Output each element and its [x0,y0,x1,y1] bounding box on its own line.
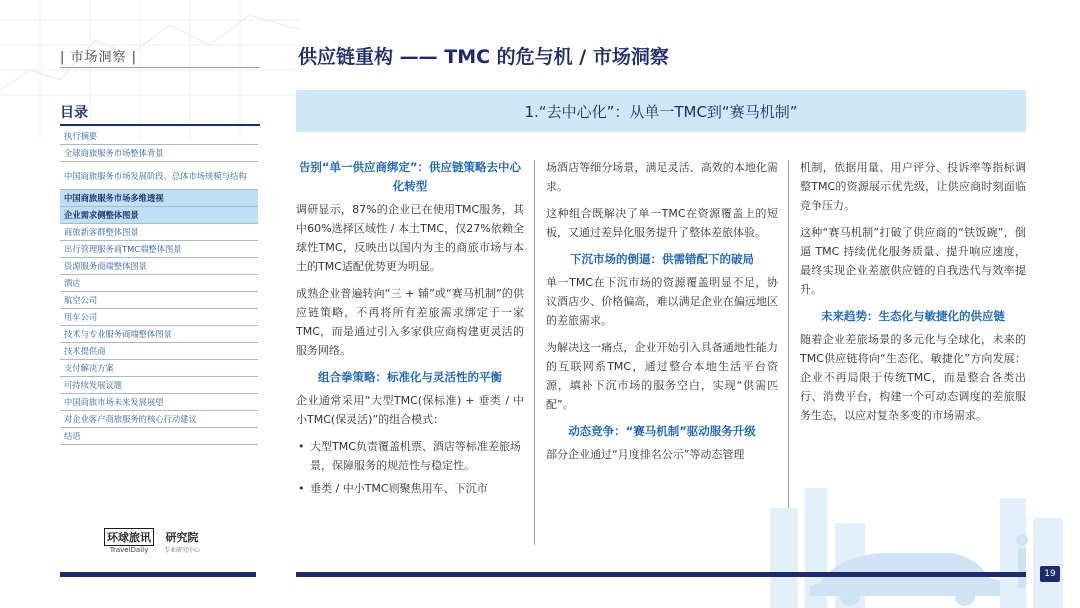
col1-paragraph-3: 企业通常采用“大型TMC(保标准) + 垂类 / 中小TMC(保灵活)”的组合模式： [296,394,524,426]
background-grid-decoration [0,0,300,140]
col1-paragraph-2: 成熟企业普遍转向“三 + 辅”或“赛马机制”的供应链策略，不再将所有差旅需求绑定于一家TMC，而是通过引入多家供应商构建更灵活的服务网络。 [296,287,524,357]
col1-heading-2: 组合拳策略：标准化与灵活性的平衡 [318,370,502,384]
toc-item[interactable]: 对企业客户商旅服务的核心行动建议 [60,411,258,428]
toc-item[interactable]: 资源服务商端整体图景 [60,258,258,275]
toc-item[interactable]: 中国商旅服务市场发展阶段、总体市场规模与结构 [60,162,258,190]
col1-heading-1: 告别“单一供应商绑定”：供应链策略去中心化转型 [298,160,522,193]
page-number: 19 [1040,566,1060,582]
col3-paragraph-2: 这种“赛马机制”打破了供应商的“铁饭碗”，倒逼 TMC 持续优化服务质量、提升响应速度，最终实现企业差旅供应链的自我迭代与效率提升。 [800,226,1026,296]
col2-paragraph-2: 这种组合既解决了单一TMC在资源覆盖上的短板，又通过差异化服务提升了整体差旅体验。 [546,207,778,239]
col2-heading-1: 下沉市场的倒逼：供需错配下的破局 [570,252,754,266]
col2-heading-2: 动态竞争：“赛马机制”驱动服务升级 [568,424,756,438]
toc-item[interactable]: 出行管理服务商TMC端整体图景 [60,241,258,258]
logo-main-text: 环球旅讯 [104,528,154,546]
toc-item-active[interactable]: 中国商旅服务市场多维透视 [60,190,258,207]
col3-paragraph-1: 机制，依据用量、用户评分、投诉率等指标调整TMC的资源展示优先级，让供应商时刻面临竞争压力。 [800,161,1026,212]
toc-title: 目录 [60,105,88,121]
toc-item[interactable]: 技术提供商 [60,343,258,360]
content-column-1 [296,158,524,502]
toc-item[interactable]: 可持续发展议题 [60,377,258,394]
institute-sub-text: 专业研究中心 [164,547,201,554]
col2-paragraph-1: 场酒店等细分场景，满足灵活、高效的本地化需求。 [546,161,778,193]
col2-paragraph-4: 为解决这一痛点，企业开始引入具备通地性能力的互联网系TMC，通过整合本地生活平台资源，填补下沉市场的服务空白，实现“供需匹配”。 [546,341,778,411]
toc-item[interactable]: 酒店 [60,275,258,292]
content-column-3 [800,158,1026,433]
column-divider [534,160,535,545]
section-tag-divider [60,67,260,68]
logo-sub-text: TravelDaily [109,546,149,554]
toc-item[interactable]: 支付解决方案 [60,360,258,377]
col3-paragraph-3: 随着企业差旅场景的多元化与全球化，未来的TMC供应链将向“生态化、敏捷化”方向发展：企业不再局限于传统TMC，而是整合各类出行、消费平台，构建一个可动态调度的差旅服务生态，以应对复杂多变的市场需求。 [800,333,1026,422]
institute-logo [164,529,200,554]
footer-bar-right [296,572,1026,577]
toc-item[interactable]: 商旅新客群整体图景 [60,224,258,241]
toc-item[interactable]: 结语 [60,428,258,445]
traveldaily-logo [104,528,154,554]
toc-item[interactable]: 全球商旅服务市场整体背景 [60,145,258,162]
col1-bullet-1: • 大型TMC负责覆盖机票、酒店等标准差旅场景，保障服务的规范性与稳定性。 [296,437,524,475]
section-tag: | 市场洞察 | [60,50,138,65]
footer-bar-left [60,572,256,577]
toc-item[interactable]: 用车公司 [60,309,258,326]
col1-bullet-2: • 垂类 / 中小TMC则聚焦用车、下沉市 [296,479,524,498]
toc-item[interactable]: 技术与专业服务商端整体图景 [60,326,258,343]
toc-item[interactable]: 航空公司 [60,292,258,309]
table-of-contents [60,128,258,445]
toc-divider [60,124,260,126]
logo-area [104,528,200,554]
institute-text: 研究院 [165,531,199,544]
page-title: 供应链重构 —— TMC 的危与机 / 市场洞察 [298,46,669,68]
banner-text: 1.“去中心化”：从单一TMC到“赛马机制” [524,102,798,121]
col1-paragraph-1: 调研显示，87%的企业已在使用TMC服务，其中60%选择区域性 / 本土TMC，仅27%依赖全球性TMC，反映出以国内为主的商旅市场与本土的TMC适配优势更为明显。 [296,203,524,273]
city-travel-illustration [750,468,1080,608]
toc-item[interactable]: 中国商旅市场未来发展展望 [60,394,258,411]
col3-heading-1: 未来趋势：生态化与敏捷化的供应链 [821,309,1005,323]
content-column-2 [546,158,778,472]
toc-item[interactable]: 执行摘要 [60,128,258,145]
section-banner [296,90,1026,132]
col2-paragraph-3: 单一TMC在下沉市场的资源覆盖明显不足，协议酒店少、价格偏高，难以满足企业在偏远地区的差旅需求。 [546,276,778,327]
toc-item-active[interactable]: 企业需求侧整体图景 [60,207,258,224]
col2-paragraph-5: 部分企业通过“月度排名公示”等动态管理 [546,448,745,461]
